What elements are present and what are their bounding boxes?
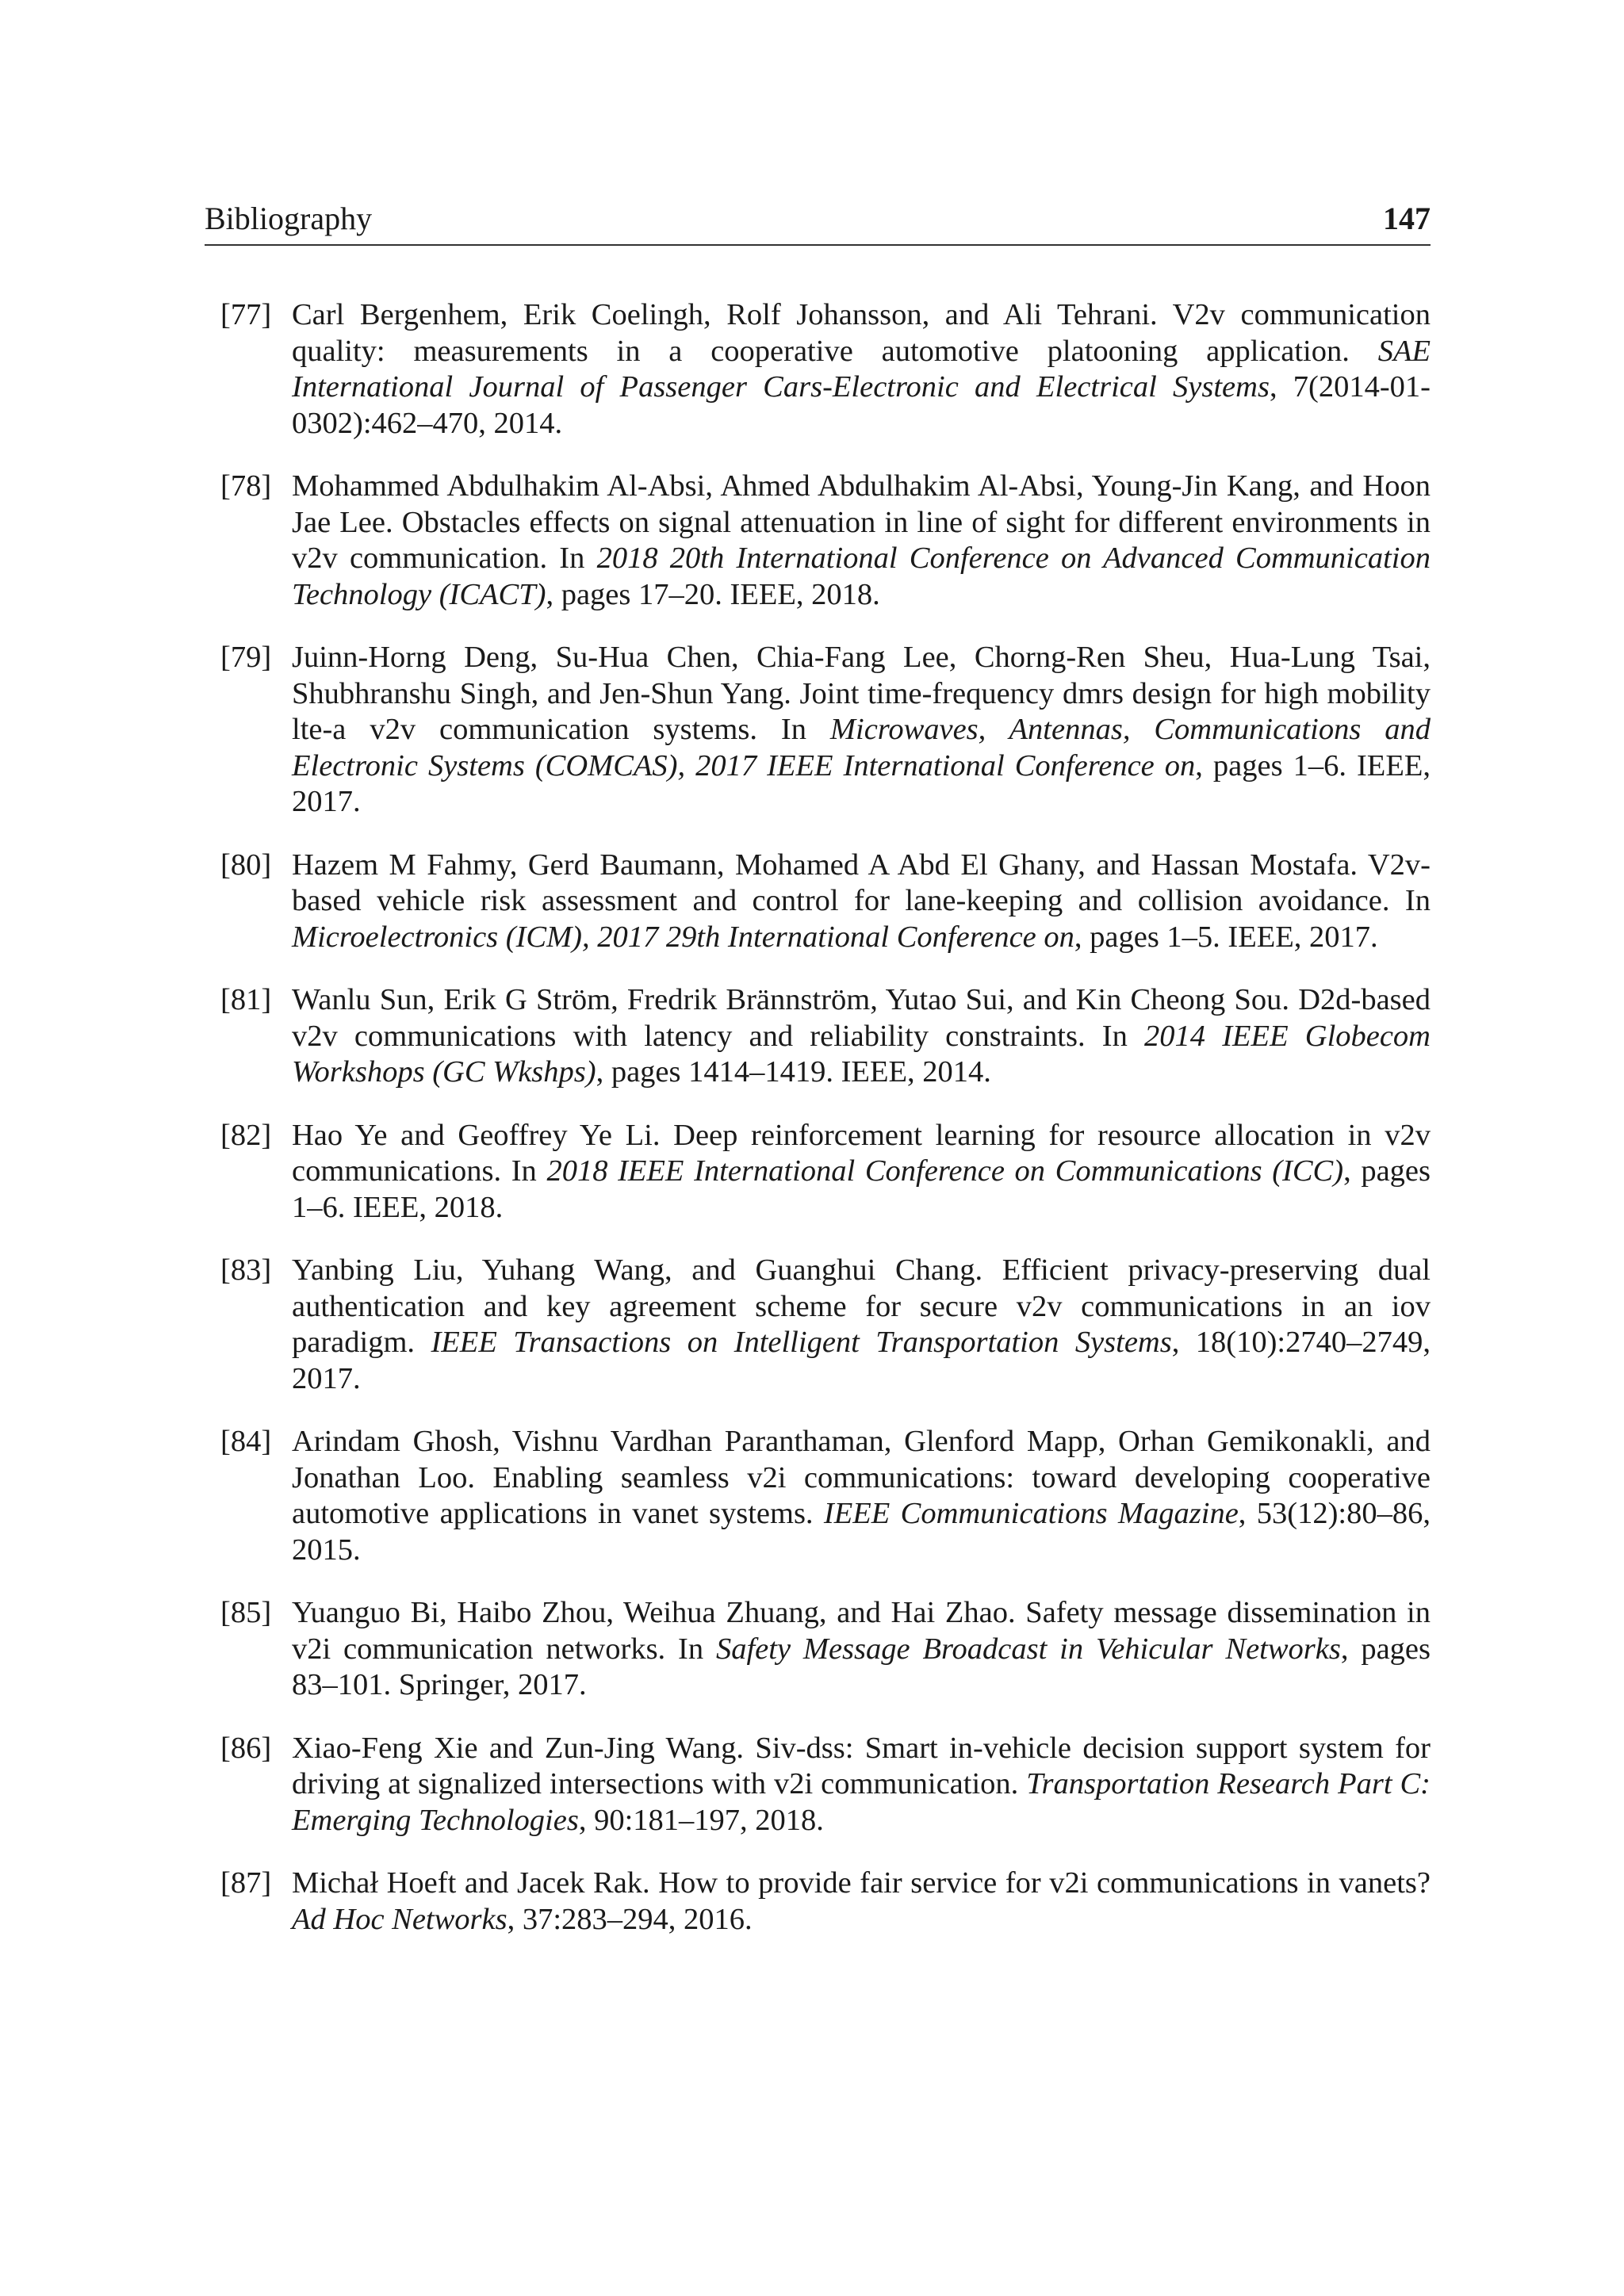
reference-venue: 2018 20th International Conference on Advanced Communication Technology (ICACT) [292,541,1431,611]
reference-authors-title: Wanlu Sun, Erik G Ström, Fredrik Brännström, Yutao Sui, and Kin Cheong Sou. D2d-based v2v communications with latency and reliability constraints. In [292,983,1431,1053]
reference-details: , 53(12):80–86, 2015. [292,1497,1431,1567]
reference-details: , 37:283–294, 2016. [507,1902,753,1936]
reference-label: [82] [220,1118,272,1152]
reference-label: [77] [220,298,272,331]
reference-authors-title: Arindam Ghosh, Vishnu Vardhan Paranthaman, Glenford Mapp, Orhan Gemikonakli, and Jonathan Loo. Enabling seamless v2i communications: toward developing cooperative automotive applications in vanet systems. [292,1425,1431,1530]
reference-78 [205,469,1431,613]
bibliography-list [205,297,1431,1965]
reference-details: , pages 1–6. IEEE, 2018. [292,1154,1431,1224]
reference-details: , pages 1414–1419. IEEE, 2014. [596,1055,991,1089]
reference-81 [205,982,1431,1091]
reference-77 [205,297,1431,442]
reference-label: [78] [220,469,272,503]
reference-authors-title: Yuanguo Bi, Haibo Zhou, Weihua Zhuang, and Hai Zhao. Safety message dissemination in v2i communication networks. In [292,1596,1431,1666]
page-number: 147 [1383,201,1431,236]
reference-details: , pages 17–20. IEEE, 2018. [546,577,880,611]
reference-venue: Transportation Research Part C: Emerging Technologies [292,1767,1431,1837]
reference-authors-title: Carl Bergenhem, Erik Coelingh, Rolf Johansson, and Ali Tehrani. V2v communication quality: measurements in a cooperative automotive platooning application. [292,298,1431,368]
reference-label: [87] [220,1866,272,1900]
reference-venue: Safety Message Broadcast in Vehicular Networks [715,1632,1341,1666]
reference-venue: 2018 IEEE International Conference on Communications (ICC) [546,1154,1344,1188]
reference-80 [205,848,1431,956]
reference-details: , pages 83–101. Springer, 2017. [292,1632,1431,1701]
reference-authors-title: Hao Ye and Geoffrey Ye Li. Deep reinforcement learning for resource allocation in v2v communications. In [292,1118,1431,1188]
reference-87 [205,1866,1431,1938]
reference-venue: Microelectronics (ICM), 2017 29th International Conference on [292,920,1074,954]
reference-label: [85] [220,1596,272,1629]
reference-details: , pages 1–5. IEEE, 2017. [1074,920,1378,954]
reference-authors-title: Xiao-Feng Xie and Zun-Jing Wang. Siv-dss: Smart in-vehicle decision support system for driving at signalized intersections with v2i communication. [292,1731,1431,1800]
reference-venue: SAE International Journal of Passenger Cars-Electronic and Electrical Systems [292,334,1431,404]
reference-authors-title: Juinn-Horng Deng, Su-Hua Chen, Chia-Fang Lee, Chorng-Ren Sheu, Hua-Lung Tsai, Shubhranshu Singh, and Jen-Shun Yang. Joint time-frequency dmrs design for high mobility lte-a v2v communication systems. In [292,641,1431,746]
reference-details: , 18(10):2740–2749, 2017. [292,1326,1431,1395]
reference-79 [205,640,1431,821]
reference-label: [84] [220,1425,272,1458]
reference-84 [205,1424,1431,1568]
reference-authors-title: Mohammed Abdulhakim Al-Absi, Ahmed Abdulhakim Al-Absi, Young-Jin Kang, and Hoon Jae Lee. Obstacles effects on signal attenuation in line of sight for different environments in v2v communication. In [292,469,1431,575]
reference-82 [205,1118,1431,1226]
reference-authors-title: Hazem M Fahmy, Gerd Baumann, Mohamed A Abd El Ghany, and Hassan Mostafa. V2v-based vehicle risk assessment and control for lane-keeping and collision avoidance. In [292,848,1431,917]
reference-authors-title: Yanbing Liu, Yuhang Wang, and Guanghui Chang. Efficient privacy-preserving dual authentication and key agreement scheme for secure v2v communications in an iov paradigm. [292,1253,1431,1359]
reference-venue: 2014 IEEE Globecom Workshops (GC Wkshps) [292,1019,1431,1089]
reference-85 [205,1595,1431,1704]
running-header [205,198,1431,246]
reference-venue: IEEE Transactions on Intelligent Transportation Systems [431,1326,1172,1359]
reference-label: [86] [220,1731,272,1765]
reference-label: [80] [220,848,272,882]
reference-83 [205,1253,1431,1397]
reference-authors-title: Michał Hoeft and Jacek Rak. How to provide fair service for v2i communications in vanets? [292,1866,1431,1900]
reference-label: [83] [220,1253,272,1287]
reference-details: , pages 1–6. IEEE, 2017. [292,748,1431,818]
reference-venue: Ad Hoc Networks [292,1902,508,1936]
reference-venue: IEEE Communications Magazine [823,1497,1239,1530]
reference-label: [79] [220,641,272,674]
reference-86 [205,1731,1431,1839]
reference-details: , 7(2014-01-0302):462–470, 2014. [292,370,1431,440]
reference-venue: Microwaves, Antennas, Communications and Electronic Systems (COMCAS), 2017 IEEE International Conference on [292,713,1431,783]
reference-details: , 90:181–197, 2018. [578,1803,824,1837]
section-title: Bibliography [205,201,373,236]
reference-label: [81] [220,983,272,1016]
